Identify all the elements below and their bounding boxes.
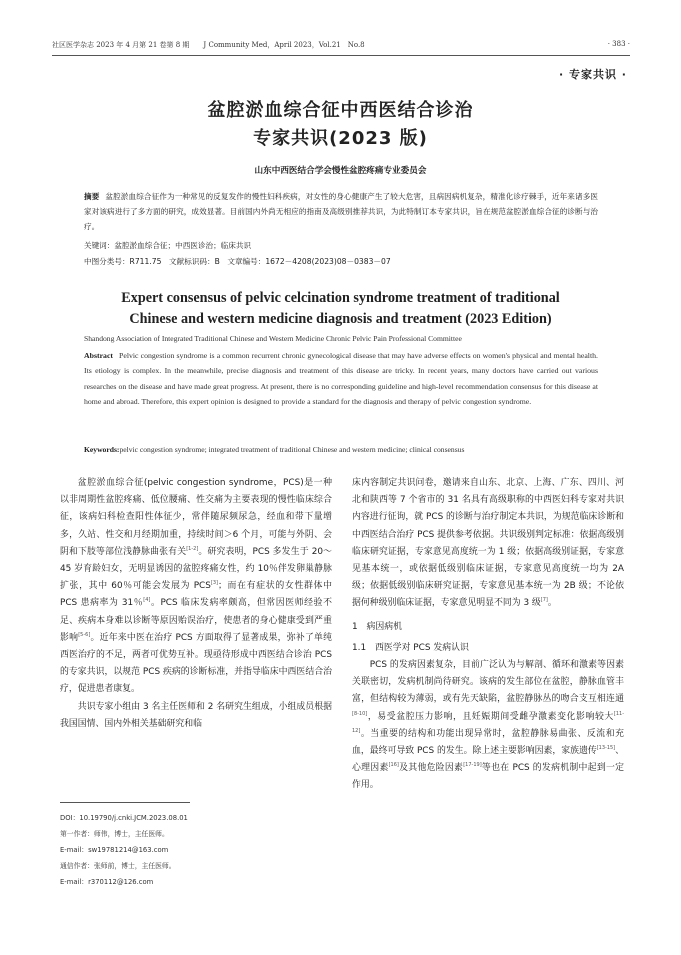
header-journal: 社区医学杂志 2023 年 4 月第 21 卷第 8 期 J Community Med，April 2023，Vol.21 No.8	[52, 41, 365, 49]
title-en-line2: Chinese and western medicine diagnosis and treatment (2023 Edition)	[129, 311, 552, 327]
section-tag: · 专家共识 ·	[558, 68, 627, 81]
footnote-rule	[60, 802, 190, 803]
body-paragraph: PCS 的发病因素复杂，目前广泛认为与解剖、循环和激素等因素关联密切，发病机制尚待研究。该病的发生部位在盆腔，静脉血管丰富，但结构较为薄弱，或有先天缺陷，盆腔静脉丛的吻合支互相连通[8-10]，易受盆腔压力影响，且妊娠期间受雌孕激素变化影响较大[11-12]。当重要的结构和功能出现异常时，盆腔静脉易曲张、反流和充血，最终可导致 PCS 的发生。除上述主要影响因素，家族遗传[13-15]、心理因素[16]及其他危险因素[17-19]等也在 PCS 的发病机制中起到一定作用。	[352, 660, 625, 791]
abstract-en-text: Pelvic congestion syndrome is a common recurrent chronic gynecological disease that may have adverse effects on women's physical and mental health. Its etiology is complex. In the meanwhile, precise diagnosis and treatment of this disease are tricky. In recent years, many doctors have carried out various researches on the disease and have made great progress. At present, there is no corresponding guideline and high-level recommendation consensus for this disease at home and abroad. Therefore, this expert opinion is designed to provide a standard for the diagnosis and therapy of pelvic congestion syndrome.	[84, 351, 598, 407]
doi: DOI：10.19790/j.cnki.JCM.2023.08.01	[60, 814, 188, 822]
abstract-zh-label: 摘要	[84, 192, 100, 201]
abstract-zh	[84, 189, 598, 234]
citation: [3]	[210, 580, 218, 587]
abstract-en	[84, 348, 598, 410]
citation: [16]	[388, 762, 399, 769]
footnote	[60, 810, 332, 890]
title-en-line1: Expert consensus of pelvic celcination syndrome treatment of traditional	[121, 290, 560, 306]
title-zh-line2: 专家共识(2023 版)	[253, 128, 428, 149]
abstract-zh-text: 盆腔淤血综合征作为一种常见的反复发作的慢性妇科疾病，对女性的身心健康产生了较大危害，且病因病机复杂，精准化诊疗棘手，近年来诸多医家对该病进行了多方面的研究，成效显著。目前国内外尚无相应的指南及高级别推荐共识，为此特制订本专家共识，旨在规范盆腔淤血综合征的诊断与治疗。	[84, 192, 599, 231]
citation: [1-2]	[186, 545, 199, 552]
keywords-en-text: pelvic congestion syndrome; integrated treatment of traditional Chinese and western medicine; clinical consensus	[119, 445, 465, 454]
body-paragraph: 盆腔淤血综合征(pelvic congestion syndrome，PCS)是一种以非周期性盆腔疼痛、低位腰痛、性交痛为主要表现的慢性临床综合征，该病妇科检查阳性体征少，常伴随尿频尿急，经血和带下量增多，久站、性交和月经期加重，持续时间＞6 个月，可能与外阴、会阴和下肢等部位浅静脉曲张有关[1-2]。研究表明，PCS 多发生于 20～45 岁育龄妇女，无明显诱因的盆腔疼痛女性，约 10％伴发卵巢静脉扩张，其中 60％可能会发展为 PCS[3]；而在有症状的女性群体中 PCS 患病率为 31％[4]。PCS 临床发病率颇高，但常因医师经验不足、疾病本身难以诊断等原因贻误治疗，使患者的身心健康受到严重影响[5-6]。近年来中医在治疗 PCS 方面取得了显著成果，弥补了单纯西医治疗的不足，两者可优势互补。现亟待形成中西医结合诊治 PCS 的专家共识，以规范 PCS 疾病的诊断标准，并指导临床中西医结合治疗，促进患者康复。	[60, 478, 332, 695]
keywords-en-label: Keywords:	[84, 445, 120, 454]
body-paragraph: 床内容制定共识问卷，邀请来自山东、北京、上海、广东、四川、河北和陕西等 7 个省市的 31 名具有高级职称的中西医妇科专家对共识内容进行征询，就 PCS 的诊断与治疗制定本共识，为规范临床诊断和中西医结合治疗 PCS 提供参考依据。共识级别判定标准：依据高级别临床研究证据，专家意见高度统一为 1 级；依据高级别证据，专家意见基本统一，或依据低级别临床证据，专家意见高度统一均为 2A 级；依据低级别临床研究证据，专家意见基本统一为 2B 级；不论依据何种级别临床证据，专家意见明显不同为 3 级[7]。	[352, 478, 624, 609]
keywords-zh: 关键词：盆腔淤血综合征；中西医诊治；临床共识	[84, 241, 252, 250]
citation: [8-10]	[352, 710, 368, 717]
keywords-en	[84, 445, 598, 454]
citation: [13-15]	[596, 745, 616, 752]
author-org-en: Shandong Association of Integrated Traditional Chinese and Western Medicine Chronic Pelvic Pain Professional Committee	[84, 334, 462, 343]
body-paragraph: 共识专家小组由 3 名主任医师和 2 名研究生组成，小组成员根据我国国情、国内外相关基础研究和临	[60, 701, 332, 729]
citation: [4]	[143, 597, 151, 604]
section-heading: 1 病因病机	[352, 621, 403, 632]
body-column-left	[60, 475, 332, 733]
first-author-email: E-mail：sw19781214@163.com	[60, 846, 169, 854]
title-zh-line1: 盆腔淤血综合征中西医结合诊治	[207, 100, 474, 121]
author-org-zh: 山东中西医结合学会慢性盆腔疼痛专业委员会	[254, 166, 427, 176]
subsection-heading: 1.1 西医学对 PCS 发病认识	[352, 642, 469, 653]
citation: [5-6]	[78, 631, 91, 638]
corresponding-author-email: E-mail：r370112@126.com	[60, 878, 154, 886]
header-rule	[52, 55, 630, 56]
citation: [7]	[540, 597, 548, 604]
citation: [17-19]	[463, 762, 482, 769]
body-column-right	[352, 475, 624, 795]
classification-zh: 中图分类号：R711.75 文献标识码：B 文章编号：1672－4208(2023)08－0383－07	[84, 257, 391, 266]
first-author: 第一作者：师伟，博士，主任医师。	[60, 830, 169, 838]
running-header	[52, 40, 630, 50]
page-number: · 383 ·	[607, 40, 630, 48]
corresponding-author: 通信作者：张师前，博士，主任医师。	[60, 862, 176, 870]
citation: [11-12]	[352, 710, 624, 734]
abstract-en-label: Abstract	[84, 351, 114, 360]
